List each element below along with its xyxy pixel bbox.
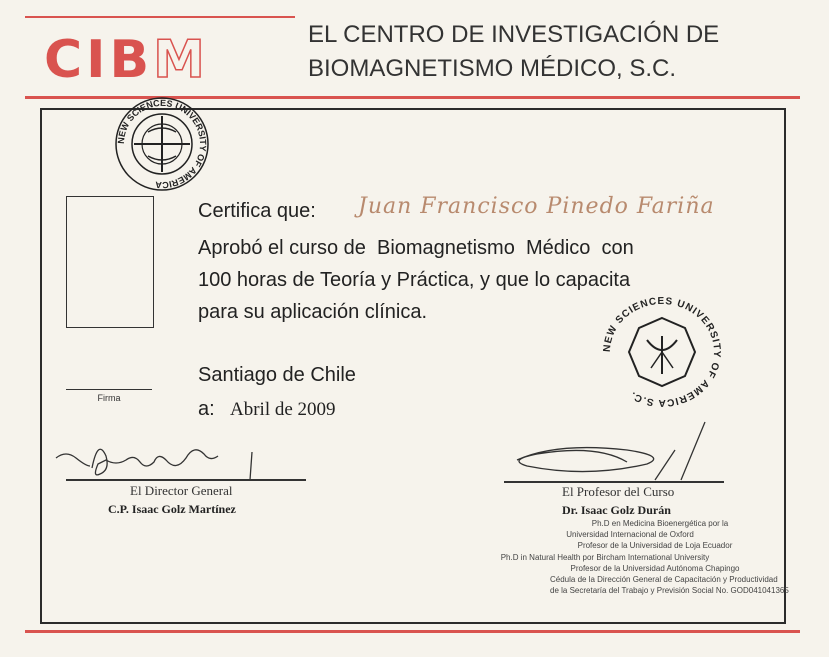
body-line-3: para su aplicación clínica. <box>198 301 428 323</box>
credential-line: Profesor de la Universidad Autónoma Chapingo <box>570 563 740 573</box>
certificate-body <box>198 232 634 328</box>
header-line-1: EL CENTRO DE INVESTIGACIÓN DE <box>308 21 720 48</box>
body-line-2: 100 horas de Teoría y Práctica, y que lo capacita <box>198 269 631 291</box>
firma-line <box>66 389 152 390</box>
director-signature <box>52 432 282 484</box>
issue-place: Santiago de Chile <box>198 364 356 386</box>
seal-right-ring-text: NEW SCIENCES UNIVERSITY OF AMERICA S.C. <box>601 295 723 409</box>
credential-line: de la Secretaría del Trabajo y Previsión Social No. GOD041041365 <box>550 586 789 596</box>
issue-date: Abril de 2009 <box>230 399 336 420</box>
credential-line: Profesor de la Universidad de Loja Ecuador <box>577 541 733 551</box>
university-seal-right <box>595 290 730 410</box>
credential-line: Universidad Internacional de Oxford <box>566 530 694 540</box>
director-name: C.P. Isaac Golz Martínez <box>108 502 236 516</box>
institution-header <box>308 18 719 86</box>
footer-rule <box>25 630 800 633</box>
certifies-label: Certifica que: <box>198 200 316 222</box>
firma-caption: Firma <box>97 393 121 403</box>
recipient-name: Juan Francisco Pinedo Fariña <box>358 194 715 219</box>
credential-line: Ph.D in Natural Health por Bircham International University <box>500 552 710 562</box>
seal-top-ring-text: NEW SCIENCES UNIVERSITY OF AMERICA <box>115 97 209 191</box>
date-label: a: <box>198 398 215 420</box>
director-signature-line <box>66 479 306 481</box>
header-line-2: BIOMAGNETISMO MÉDICO, S.C. <box>308 55 677 82</box>
cibm-logo: CIBM <box>44 30 209 90</box>
professor-signature <box>505 420 725 490</box>
photo-placeholder <box>66 196 154 328</box>
professor-signature-line <box>504 481 724 483</box>
professor-title: El Profesor del Curso <box>562 484 675 499</box>
director-title: El Director General <box>130 483 233 498</box>
top-accent-line <box>25 16 295 18</box>
body-line-1: Aprobó el curso de Biomagnetismo Médico con <box>198 237 634 259</box>
credential-line: Ph.D en Medicina Bioenergética por la <box>591 519 729 528</box>
university-seal-top <box>112 94 212 194</box>
credential-line: Cédula de la Dirección General de Capacitación y Productividad <box>550 575 778 585</box>
professor-name: Dr. Isaac Golz Durán <box>562 503 671 517</box>
professor-credentials <box>430 518 789 596</box>
